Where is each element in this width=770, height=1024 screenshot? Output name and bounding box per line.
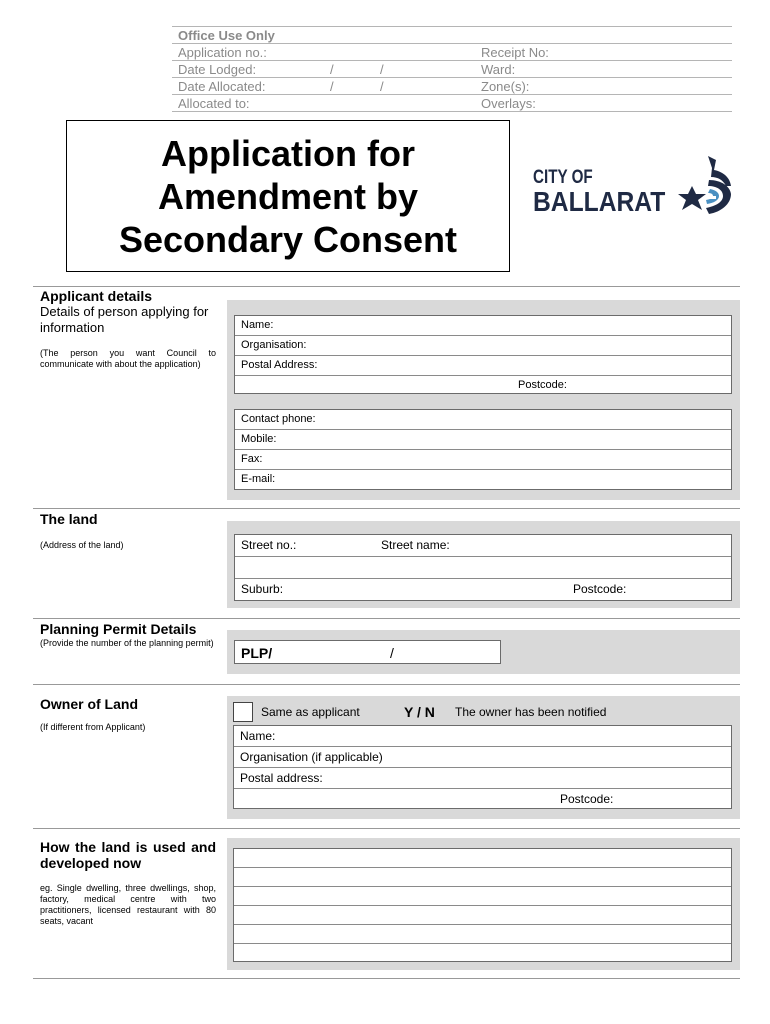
applicant-label-block xyxy=(40,288,216,370)
date-slash: / xyxy=(330,79,334,94)
use-label-block xyxy=(40,839,216,927)
street-name-label: Street name: xyxy=(381,538,450,552)
applicant-panel xyxy=(227,300,740,500)
owner-postal-address-field[interactable] xyxy=(234,768,731,789)
permit-note: (Provide the number of the planning permit) xyxy=(40,638,214,648)
same-as-applicant-label: Same as applicant xyxy=(261,705,360,719)
use-line[interactable] xyxy=(234,887,731,906)
use-line[interactable] xyxy=(234,944,731,961)
owner-note: (If different from Applicant) xyxy=(40,722,146,732)
land-heading: The land xyxy=(40,511,98,527)
land-panel xyxy=(227,521,740,608)
use-line[interactable] xyxy=(234,868,731,887)
owner-heading: Owner of Land xyxy=(40,696,138,712)
postcode-label: Postcode: xyxy=(518,379,567,391)
date-lodged-label: Date Lodged: xyxy=(178,62,257,77)
same-as-applicant-checkbox[interactable] xyxy=(233,702,253,722)
postal-address-field[interactable] xyxy=(235,356,731,376)
section-divider xyxy=(33,286,740,287)
date-allocated-label: Date Allocated: xyxy=(178,79,266,94)
owner-organisation-label: Organisation (if applicable) xyxy=(240,750,383,764)
contact-phone-field[interactable] xyxy=(235,410,731,430)
name-field[interactable] xyxy=(235,316,731,336)
allocated-to-label: Allocated to: xyxy=(178,96,250,111)
section-divider xyxy=(33,618,740,619)
owner-postcode-field[interactable] xyxy=(234,789,731,808)
office-use-header: Office Use Only xyxy=(178,28,275,43)
receipt-no-label: Receipt No: xyxy=(481,45,549,60)
use-panel xyxy=(227,838,740,970)
owner-organisation-field[interactable] xyxy=(234,747,731,768)
use-line[interactable] xyxy=(234,849,731,868)
permit-slash: / xyxy=(390,645,394,661)
use-line[interactable] xyxy=(234,925,731,944)
postcode-field[interactable] xyxy=(235,376,731,394)
land-label-block xyxy=(40,511,216,551)
date-slash: / xyxy=(380,62,384,77)
city-of-ballarat-logo xyxy=(533,156,738,226)
date-slash: / xyxy=(380,79,384,94)
logo-text-city-of: CITY OF xyxy=(533,167,593,188)
logo-text-ballarat: BALLARAT xyxy=(533,186,666,217)
use-note: eg. Single dwelling, three dwellings, shop, factory, medical centre with two practitioners, licensed restaurant with 80 seats, vacant xyxy=(40,883,216,926)
logo-emblem-icon xyxy=(676,156,738,218)
owner-postcode-label: Postcode: xyxy=(560,792,614,806)
email-label: E-mail: xyxy=(241,473,276,485)
use-line[interactable] xyxy=(234,906,731,925)
applicant-subheading: Details of person applying for information xyxy=(40,304,209,335)
postal-address-label: Postal Address: xyxy=(241,359,318,371)
ward-label: Ward: xyxy=(481,62,516,77)
title-line-1: Application for xyxy=(161,132,415,174)
office-use-block xyxy=(172,26,732,112)
applicant-address-box xyxy=(234,315,732,394)
land-postcode-label: Postcode: xyxy=(573,582,627,596)
application-no-label: Application no.: xyxy=(178,45,267,60)
overlays-label: Overlays: xyxy=(481,96,536,111)
use-heading: How the land is used and developed now xyxy=(40,839,216,871)
yes-no-indicator[interactable]: Y / N xyxy=(404,704,435,720)
section-divider xyxy=(33,508,740,509)
applicant-note: (The person you want Council to communicate with about the application) xyxy=(40,348,216,369)
organisation-label: Organisation: xyxy=(241,339,307,351)
zones-label: Zone(s): xyxy=(481,79,530,94)
name-label: Name: xyxy=(241,319,274,331)
title-box xyxy=(66,120,510,272)
suburb-label: Suburb: xyxy=(241,582,284,596)
organisation-field[interactable] xyxy=(235,336,731,356)
suburb-field[interactable] xyxy=(235,579,731,600)
street-field[interactable] xyxy=(235,535,731,557)
owner-name-field[interactable] xyxy=(234,726,731,747)
owner-address-box xyxy=(233,725,732,809)
owner-postal-address-label: Postal address: xyxy=(240,771,323,785)
fax-label: Fax: xyxy=(241,453,263,465)
owner-label-block xyxy=(40,696,216,733)
mobile-label: Mobile: xyxy=(241,433,277,445)
permit-heading: Planning Permit Details xyxy=(40,621,197,637)
date-slash: / xyxy=(330,62,334,77)
applicant-heading: Applicant details xyxy=(40,288,153,304)
mobile-field[interactable] xyxy=(235,430,731,450)
section-divider xyxy=(33,684,740,685)
permit-label-block xyxy=(40,621,216,649)
owner-name-label: Name: xyxy=(240,729,276,743)
applicant-contact-box xyxy=(234,409,732,490)
permit-panel xyxy=(227,630,740,674)
fax-field[interactable] xyxy=(235,450,731,470)
land-note: (Address of the land) xyxy=(40,540,124,550)
street-no-label: Street no.: xyxy=(241,538,297,552)
section-divider xyxy=(33,978,740,979)
permit-number-field[interactable] xyxy=(234,640,501,664)
email-field[interactable] xyxy=(235,470,731,489)
contact-phone-label: Contact phone: xyxy=(241,413,316,425)
plp-label: PLP/ xyxy=(241,645,273,661)
street-extra-field[interactable] xyxy=(235,557,731,579)
use-description-box xyxy=(233,848,732,962)
owner-notified-label: The owner has been notified xyxy=(455,705,607,719)
land-address-box xyxy=(234,534,732,601)
title-line-2: Amendment by xyxy=(157,175,419,217)
title-line-3: Secondary Consent xyxy=(118,218,458,260)
section-divider xyxy=(33,828,740,829)
owner-panel xyxy=(227,696,740,819)
